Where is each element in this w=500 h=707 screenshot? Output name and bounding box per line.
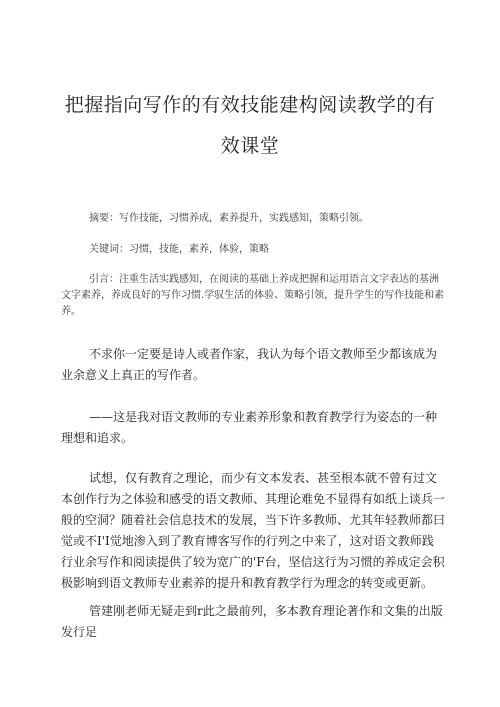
body-paragraph: 管建刚老师无疑走到r此之最前列，多本教育理论著作和文集的出版发行足 xyxy=(61,604,443,639)
introduction: 引言：注重生活实践感知，在阅读的基础上养成把握和运用语言文字表达的基洲文字素养，养成良好的写作习惯.学驭生活的体验、策略引领，提升学生的写作技能和素养。 xyxy=(61,274,445,317)
keywords: 关键词：习惯，技能，素养，体验，策略 xyxy=(89,244,269,255)
body-paragraph: 不求你一定要是诗人或者作家，我认为每个语文教师至少都该成为业余意义上真正的写作者。 xyxy=(61,347,438,382)
document-title-line-2: 效课堂 xyxy=(220,135,280,157)
body-paragraph: 试想，仅有教育之理论，而少有文本发表、甚至根本就不曾有过文本创作行为之体验和感受的语文教师、其理论难免不显得有如纸上谈兵一般的空洞？随着社会信息技术的发展，当下许多教师、尤其年轻教师都曰觉或不I'I觉地渗入到了教育博客写作的行列之中来了，这对语文教师践行业余写作和阅读提供了较为宽广的'F台，坚信这行为习惯的养成定会积极影响到语文教师专业素养的提升和教育教学行为理念的转变或更新。 xyxy=(61,471,446,590)
body-paragraph: ——这是我对语文教师的专业素养形象和教育教学行为姿态的一种理想和追求。 xyxy=(61,410,438,445)
abstract: 摘要：写作技能，习惯养成，素养提升，实践感知，策略引领。 xyxy=(89,213,369,224)
document-title-line-1: 把握指向写作的有效技能建构阅读教学的有 xyxy=(64,94,436,116)
